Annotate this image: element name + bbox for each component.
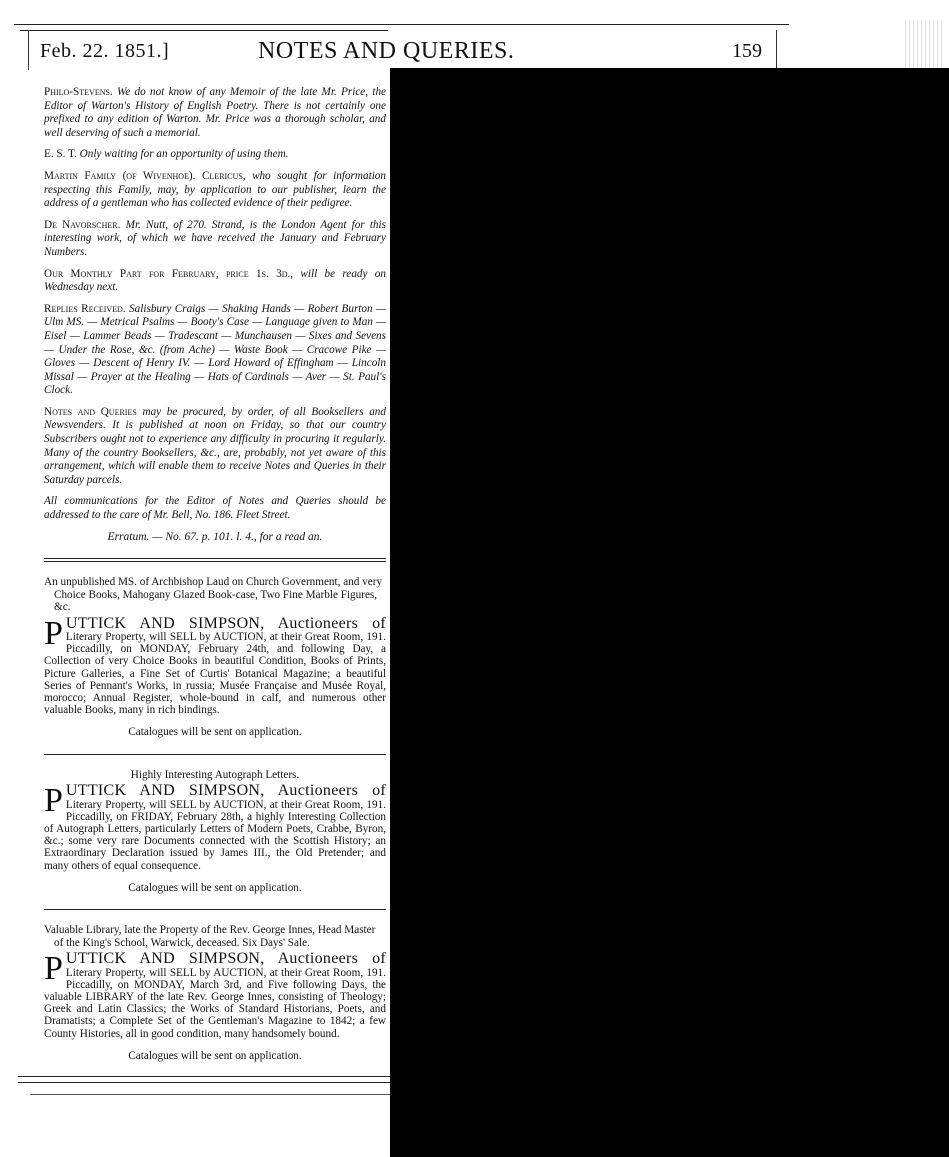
note-lead: Replies Received. — [44, 302, 126, 315]
section-divider — [44, 558, 386, 562]
ad-text: Literary Property, will SELL by AUCTION, at their Great Room, 191. Piccadilly, on MONDAY, February 24th, and following Day, a Collection of very Choice Books in beautiful Condition, Books of Prints, Picture Galleries, a Fine Set of Curtis' Botanical Magazine; a beautiful Series of Pennant's Works, in russia; Musée Française and Musée Royal, morocco; Annual Register, whole-bound in calf, and numerous other valuable Books, many in rich bindings. — [44, 630, 386, 717]
note-lead: Our Monthly Part for February, price 1s. 3d., — [44, 267, 294, 280]
auction-ad — [44, 769, 386, 896]
note-lead: Notes and Queries — [44, 405, 137, 418]
catalogue-note: Catalogues will be sent on application. — [128, 1049, 302, 1062]
ad-intro: An unpublished MS. of Archbishop Laud on Church Government, and very Choice Books, Mahogany Glazed Book-case, Two Fine Marble Figures, &c. — [44, 576, 383, 614]
note-text: will be ready on Wednesday next. — [44, 267, 386, 294]
note-lead: Martin Family (of Wivenhoe). Clericus, — [44, 169, 246, 182]
ad-firm: UTTICK AND SIMPSON, Auctioneers of — [65, 950, 386, 968]
ad-firm: UTTICK AND SIMPSON, Auctioneers of — [65, 614, 386, 632]
header-date: Feb. 22. 1851.] — [40, 40, 170, 62]
note-text: should be addressed to the care of Mr. Bell, No. 186. Fleet Street. — [44, 495, 386, 522]
ad-body — [44, 614, 386, 717]
top-rule — [14, 24, 789, 25]
note-lead: Philo-Stevens. — [44, 86, 113, 98]
drop-cap: P — [44, 950, 63, 988]
note-lead: De Navorscher. — [44, 218, 121, 231]
ad-firm: UTTICK AND SIMPSON, Auctioneers of — [65, 782, 386, 800]
header-title: NOTES AND QUERIES. — [258, 38, 515, 64]
erratum: Erratum. — No. 67. p. 101. l. 4., for a read an. — [107, 530, 323, 543]
note-item — [44, 303, 386, 398]
ad-text: Literary Property, will SELL by AUCTION, at their Great Room, 191. Piccadilly, on MONDAY, March 3rd, and Five following Days, the valuable LIBRARY of the late Rev. George Innes, consisting of Theology; Greek and Latin Classics; the Works of Standard Historians, Poets, and Dramatists; a Complete Set of the Gentleman's Magazine to 1842; a few County Histories, all in good condition, many handsomely bound. — [44, 966, 386, 1040]
ad-divider — [44, 909, 386, 910]
note-item — [44, 268, 386, 295]
ad-body — [44, 950, 386, 1040]
bottom-rule-lower — [30, 1094, 390, 1095]
note-item — [44, 219, 386, 260]
ad-divider — [44, 754, 386, 755]
note-text: Salisbury Craigs — Shaking Hands — Robert Burton — Ulm MS. — Metrical Psalms — Booty's Case — Language given to Man — Eisel — Lammer Beads — Tradescant — Munchausen — Sixes and Sevens — Under the Rose, &c. (from Ache) — Waste Book — Cracowe Pike — Gloves — Descent of Henry IV. — Lord Howard of Effingham — Lincoln Missal — Prayer at the Healing — Hats of Cardinals — Aver — St. Paul's Clock. — [44, 302, 386, 397]
catalogue-note: Catalogues will be sent on application. — [128, 726, 302, 739]
page-number: 159 — [732, 40, 762, 62]
note-text: may be procured, by order, of all Booksellers and Newsvenders. It is published at noon on Friday, so that our country Subscribers ought not to experience any difficulty in procuring it regularly. Many of the country Booksellers, &c., are, probably, not yet aware of this arrangement, which will enable them to receive Notes and Queries in their Saturday parcels. — [44, 405, 386, 486]
bottom-rule — [18, 1076, 390, 1077]
drop-cap: P — [44, 614, 63, 652]
auction-ad — [44, 924, 386, 1063]
note-item — [44, 170, 386, 211]
ad-intro: Valuable Library, late the Property of the Rev. George Innes, Head Master of the King's School, Warwick, deceased. Six Days' Sale. — [44, 924, 376, 949]
bottom-rule-inner — [18, 1082, 390, 1083]
note-text: Mr. Nutt, of 270. Strand, is the London Agent for this interesting work, of which we have received the January and February Numbers. — [44, 218, 387, 258]
left-border — [28, 30, 29, 70]
note-text: We do not know of any Memoir of the late Mr. Price, the Editor of Warton's History of English Poetry. There is not certainly one prefixed to any edition of Warton. Mr. Price was a thorough scholar, and well deserving of such a memorial. — [44, 86, 387, 139]
note-item — [44, 406, 386, 488]
note-lead: E. S. T. — [44, 148, 77, 161]
ad-text: Literary Property, will SELL by AUCTION, at their Great Room, 191. Piccadilly, on FRIDAY, February 28th, a highly Interesting Collection of Autograph Letters, particularly Letters of Modern Poets, Crabbe, Byron, &c.; some very rare Documents connected with the Scottish History; an Extraordinary Declaration issued by James III., the Old Pretender; and many others of equal consequence. — [44, 798, 386, 872]
note-text: who sought for information respecting this Family, may, by application to our publisher, learn the address of a gentleman who has collected evidence of their pedigree. — [44, 169, 386, 210]
catalogue-note: Catalogues will be sent on application. — [128, 881, 302, 894]
right-border — [776, 30, 777, 70]
note-item — [44, 148, 386, 162]
drop-cap: P — [44, 782, 63, 820]
note-item — [44, 495, 386, 522]
left-column — [44, 86, 386, 1063]
auction-ad — [44, 576, 386, 740]
note-lead: All communications for the Editor of Notes and Queries — [44, 495, 331, 508]
note-item — [44, 86, 386, 140]
correspondent-notes — [44, 86, 386, 523]
ad-intro: Highly Interesting Autograph Letters. — [130, 768, 300, 781]
note-text: Only waiting for an opportunity of using them. — [79, 148, 289, 161]
top-rule-inner — [20, 30, 388, 31]
ad-body — [44, 782, 386, 872]
redacted-region — [390, 68, 949, 1157]
page-header — [40, 38, 770, 66]
